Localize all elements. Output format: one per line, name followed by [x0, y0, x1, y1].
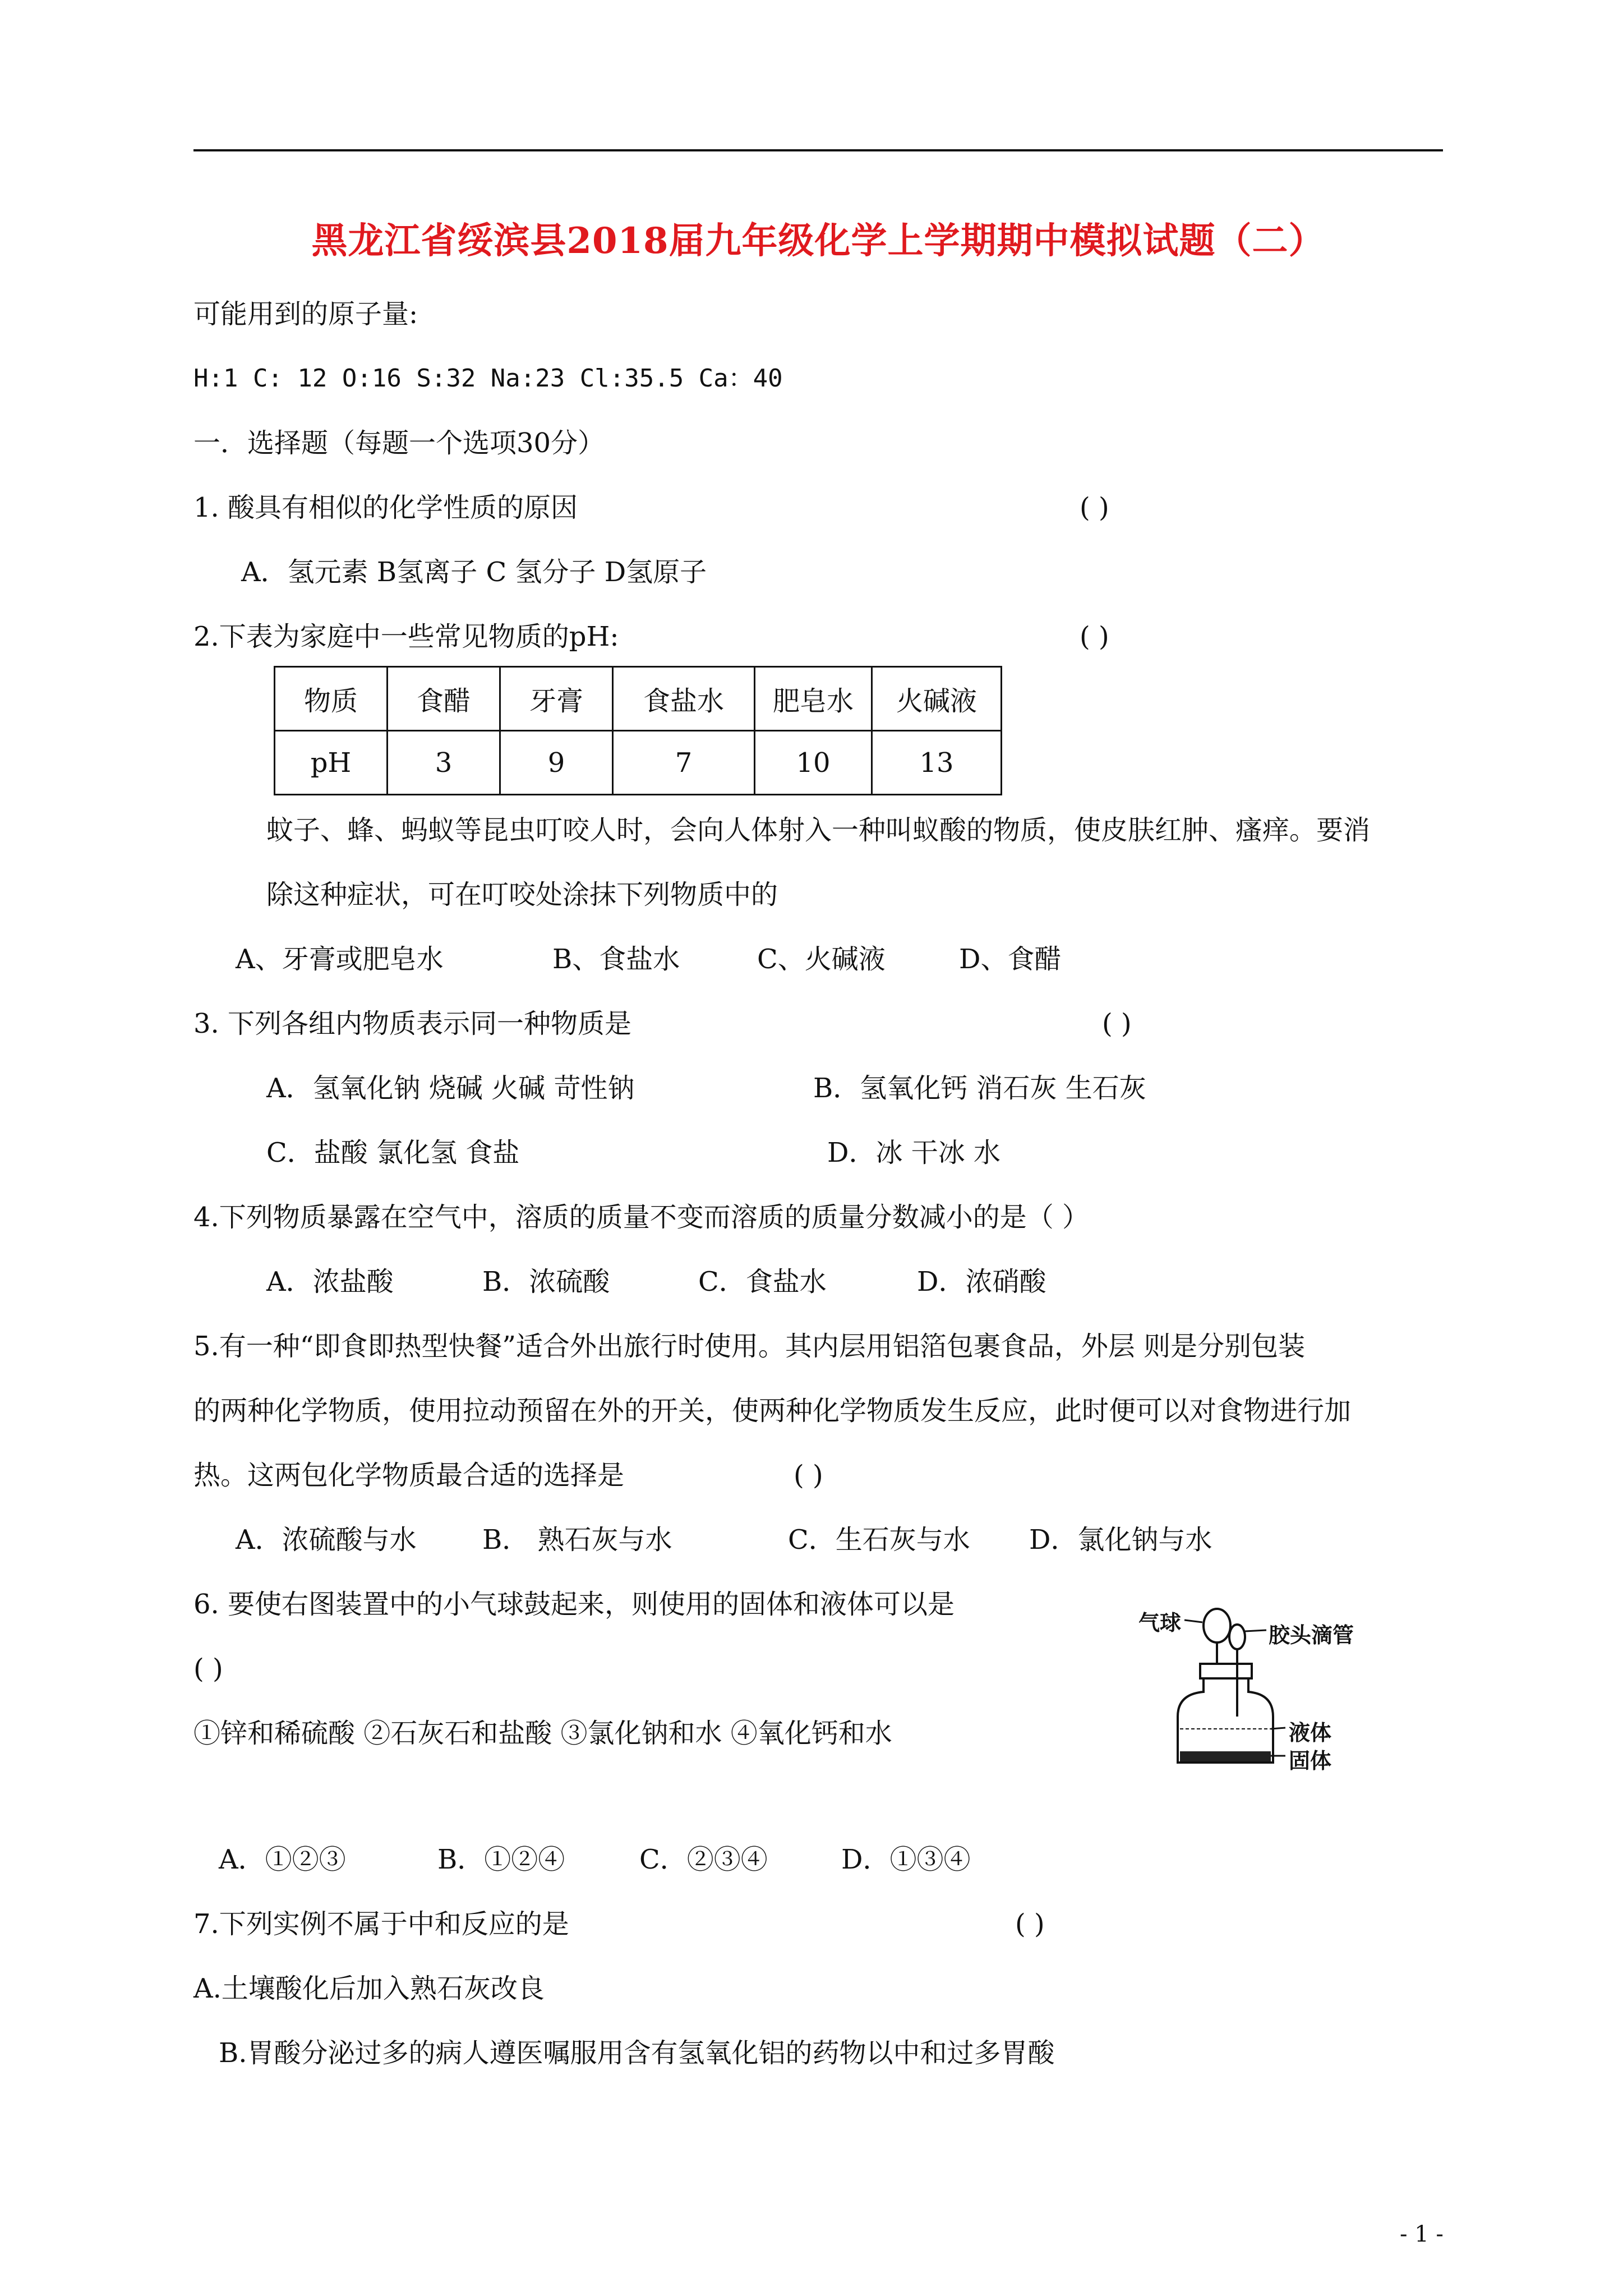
q2-paragraph-line2: 除这种症状，可在叮咬处涂抹下列物质中的: [266, 879, 778, 910]
figure-label-balloon: 气球: [1138, 1611, 1182, 1635]
ph-table-cell: 食盐水: [613, 667, 755, 731]
q1-options: A．氢元素 B氢离子 C 氢分子 D氢原子: [241, 556, 707, 588]
q4-option-a: A．浓盐酸: [266, 1266, 394, 1297]
ph-table-cell: 火碱液: [872, 667, 1002, 731]
q3-stem: 3. 下列各组内物质表示同一种物质是: [193, 1008, 632, 1039]
q7-answer-bracket: ( ): [1015, 1908, 1045, 1940]
header-rule: [193, 149, 1443, 151]
q6-answer-bracket: ( ): [193, 1653, 223, 1685]
q5-answer-bracket: ( ): [794, 1460, 823, 1491]
ph-table-header-row: [275, 667, 1002, 731]
ph-table-cell: 牙膏: [500, 667, 613, 731]
ph-table-cell: 3: [388, 731, 500, 795]
q2-option-b: B、食盐水: [552, 944, 680, 975]
ph-table-cell: 肥皂水: [755, 667, 872, 731]
q6-option-a: A．①②③: [219, 1844, 346, 1875]
atomic-masses: H:1 C: 12 O:16 S:32 Na:23 Cl:35.5 Ca：40: [193, 364, 783, 393]
q6-option-d: D．①③④: [841, 1844, 971, 1875]
q4-option-c: C．食盐水: [698, 1266, 827, 1297]
q4-stem: 4.下列物质暴露在空气中，溶质的质量不变而溶质的质量分数减小的是（ ）: [193, 1202, 1090, 1233]
page-number: - 1 -: [1400, 2221, 1444, 2247]
ph-table-cell: 9: [500, 731, 613, 795]
q5-line2: 的两种化学物质，使用拉动预留在外的开关，使两种化学物质发生反应，此时便可以对食物进行加: [193, 1395, 1352, 1427]
ph-table-cell: 7: [613, 731, 755, 795]
figure-label-dropper: 胶头滴管: [1269, 1623, 1354, 1648]
ph-table-value-row: [275, 731, 1002, 795]
ph-table-cell: 食醋: [388, 667, 500, 731]
ph-table-cell: 物质: [275, 667, 388, 731]
balloon-apparatus-figure: [1138, 1593, 1396, 1773]
figure-label-solid: 固体: [1289, 1749, 1332, 1773]
ph-table: [274, 666, 1002, 795]
q6-items: ①锌和稀硫酸 ②石灰石和盐酸 ③氯化钠和水 ④氧化钙和水: [193, 1718, 892, 1749]
q3-answer-bracket: ( ): [1102, 1008, 1132, 1039]
q2-answer-bracket: ( ): [1080, 621, 1109, 652]
atomic-mass-label: 可能用到的原子量:: [193, 298, 418, 330]
q1-answer-bracket: ( ): [1080, 492, 1109, 523]
q4-option-d: D．浓硝酸: [917, 1266, 1046, 1297]
q5-line3: 热。这两包化学物质最合适的选择是: [193, 1460, 625, 1491]
q3-option-c: C．盐酸 氯化氢 食盐: [266, 1137, 520, 1168]
q2-option-a: A、牙膏或肥皂水: [236, 944, 444, 975]
q5-option-a: A．浓硫酸与水: [236, 1524, 417, 1556]
q2-option-d: D、食醋: [959, 944, 1062, 975]
ph-table-cell: 13: [872, 731, 1002, 795]
q2-stem: 2.下表为家庭中一些常见物质的pH:: [193, 621, 619, 652]
q6-stem: 6. 要使右图装置中的小气球鼓起来，则使用的固体和液体可以是: [193, 1589, 955, 1620]
exam-title: 黑龙江省绥滨县2018届九年级化学上学期期中模拟试题（二）: [311, 220, 1325, 262]
q5-line1: 5.有一种“即食即热型快餐”适合外出旅行时使用。其内层用铝箔包裹食品，外层 则是分别包装: [193, 1331, 1306, 1362]
q1-stem: 1. 酸具有相似的化学性质的原因: [193, 492, 578, 523]
figure-label-liquid: 液体: [1289, 1720, 1332, 1745]
q7-option-a: A.土壤酸化后加入熟石灰改良: [193, 1973, 545, 2004]
q7-option-b: B.胃酸分泌过多的病人遵医嘱服用含有氢氧化铝的药物以中和过多胃酸: [219, 2037, 1055, 2069]
q6-option-b: B．①②④: [437, 1844, 565, 1875]
q3-option-d: D．冰 干冰 水: [827, 1137, 1001, 1168]
q5-option-c: C．生石灰与水: [788, 1524, 970, 1556]
q3-option-a: A．氢氧化钠 烧碱 火碱 苛性钠: [266, 1073, 635, 1104]
q6-option-c: C．②③④: [639, 1844, 768, 1875]
q2-option-c: C、火碱液: [757, 944, 886, 975]
q4-option-b: B．浓硫酸: [482, 1266, 610, 1297]
q5-option-b: B． 熟石灰与水: [482, 1524, 672, 1556]
section-heading: 一．选择题（每题一个选项30分）: [193, 427, 605, 459]
q2-paragraph-line1: 蚊子、蜂、蚂蚁等昆虫叮咬人时，会向人体射入一种叫蚁酸的物质，使皮肤红肿、瘙痒。要消: [266, 815, 1371, 846]
q7-stem: 7.下列实例不属于中和反应的是: [193, 1908, 569, 1940]
ph-table-cell: pH: [275, 731, 388, 795]
q3-option-b: B．氢氧化钙 消石灰 生石灰: [813, 1073, 1146, 1104]
ph-table-cell: 10: [755, 731, 872, 795]
q5-option-d: D．氯化钠与水: [1029, 1524, 1212, 1556]
